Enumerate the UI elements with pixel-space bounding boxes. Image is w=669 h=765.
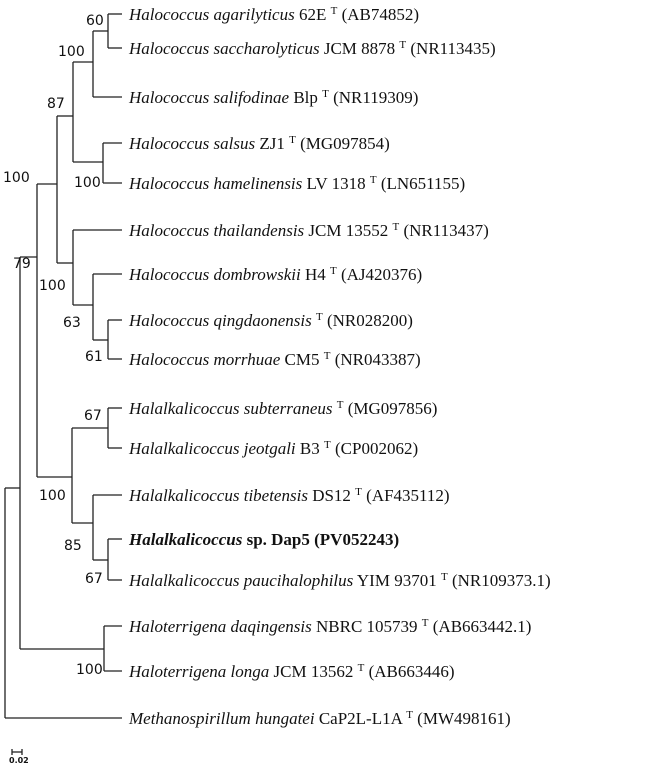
bootstrap-label: 79 <box>13 256 31 272</box>
bootstrap-label: 100 <box>3 170 30 186</box>
bootstrap-label: 67 <box>85 571 103 587</box>
tree-branches <box>5 14 122 718</box>
bootstrap-label: 100 <box>39 278 66 294</box>
taxon-label: Halococcus salifodinae Blp $^T$ (NR119309) <box>129 88 419 107</box>
bootstrap-label: 67 <box>84 408 102 424</box>
taxon-label: Halalkalicoccus subterraneus $^T$ (MG097856) <box>129 399 438 418</box>
bootstrap-label: 85 <box>64 538 82 554</box>
taxon-label: Halococcus thailandensis JCM 13552 $^T$ (NR113437) <box>129 221 489 240</box>
bootstrap-label: 100 <box>74 175 101 191</box>
taxon-label: Haloterrigena daqingensis NBRC 105739 $^T$ (AB663442.1) <box>129 617 532 636</box>
bootstrap-label: 100 <box>39 488 66 504</box>
bootstrap-label: 100 <box>58 44 85 60</box>
scale-bar <box>9 749 29 765</box>
taxon-label: Halococcus hamelinensis LV 1318 $^T$ (LN651155) <box>129 174 466 193</box>
bootstrap-label: 87 <box>47 96 65 112</box>
taxon-label: Halococcus qingdaonensis $^T$ (NR028200) <box>129 311 413 330</box>
bootstrap-labels <box>3 13 104 678</box>
taxon-label: Halalkalicoccus tibetensis DS12 $^T$ (AF435112) <box>129 486 450 505</box>
taxon-label: Halococcus dombrowskii H4 $^T$ (AJ420376) <box>129 265 423 284</box>
taxon-label: Halococcus salsus ZJ1 $^T$ (MG097854) <box>129 134 390 153</box>
bootstrap-label: 61 <box>85 349 103 365</box>
taxon-label: Halalkalicoccus paucihalophilus YIM 93701 $^T$ (NR109373.1) <box>129 571 551 590</box>
bootstrap-label: 100 <box>76 662 103 678</box>
scale-bar-label: 0.02 <box>9 756 29 765</box>
bootstrap-label: 63 <box>63 315 81 331</box>
taxon-label-highlighted: Halalkalicoccus sp. Dap5 (PV052243) <box>129 530 400 549</box>
taxon-label: Halococcus agarilyticus 62E $^T$ (AB74852) <box>129 5 420 24</box>
bootstrap-label: 60 <box>86 13 104 29</box>
taxon-label: Halalkalicoccus jeotgali B3 $^T$ (CP002062) <box>129 439 419 458</box>
taxon-labels <box>128 5 551 728</box>
taxon-label: Halococcus morrhuae CM5 $^T$ (NR043387) <box>129 350 421 369</box>
taxon-label: Methanospirillum hungatei CaP2L-L1A $^T$ (MW498161) <box>129 709 511 728</box>
taxon-label: Haloterrigena longa JCM 13562 $^T$ (AB663446) <box>129 662 455 681</box>
taxon-label: Halococcus saccharolyticus JCM 8878 $^T$ (NR113435) <box>129 39 496 58</box>
